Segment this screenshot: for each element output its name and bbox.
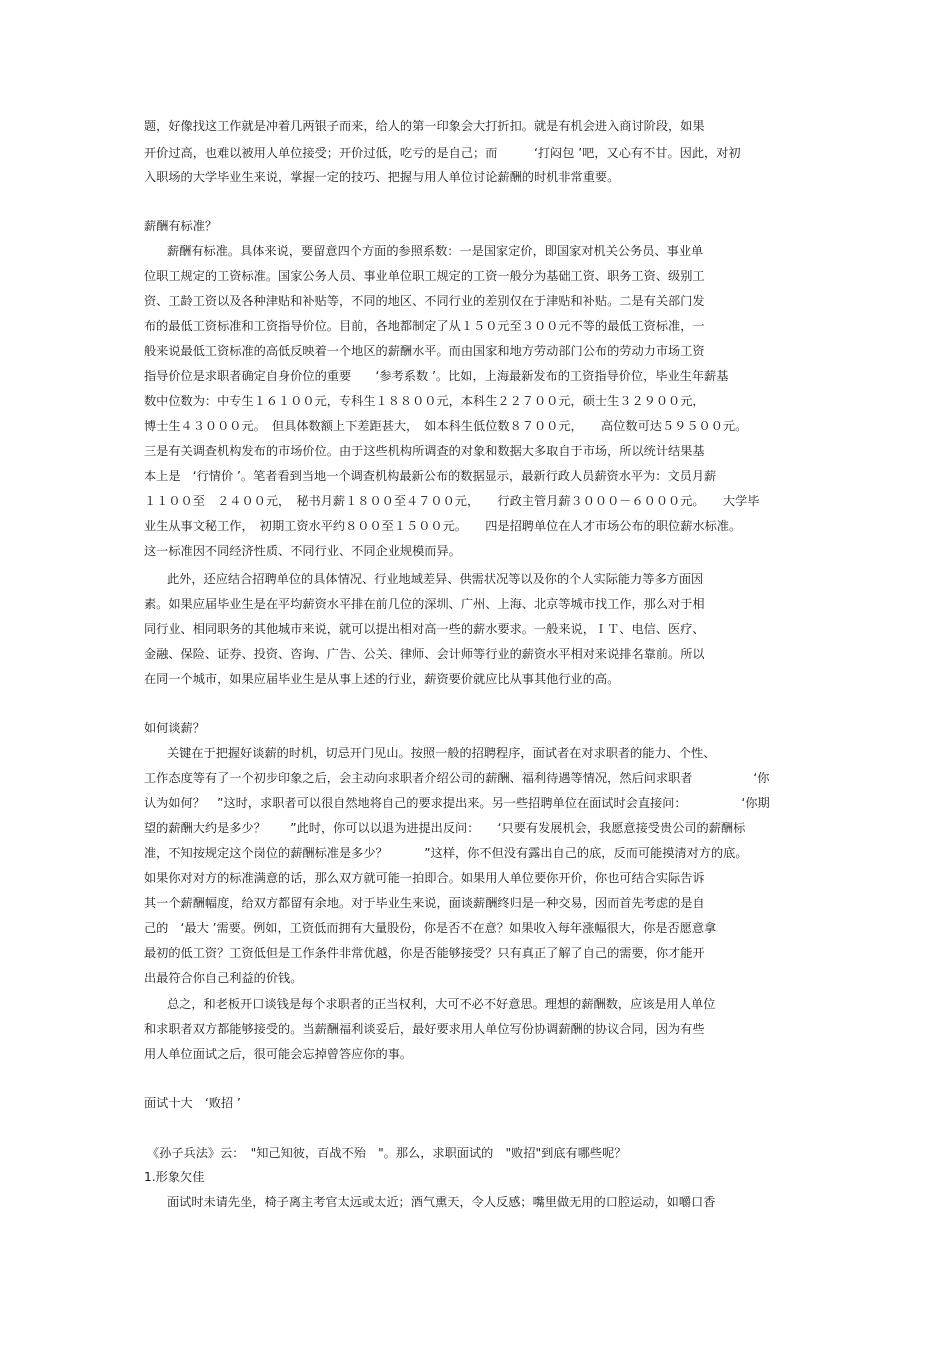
text-line: 出最符合你自己利益的价钱。 xyxy=(144,971,303,985)
text-line: 准，不知按规定这个岗位的薪酬标准是多少？ ”这样，你不但没有露出自己的底，反而可能摸清对方的底。 xyxy=(144,846,748,860)
text-line: 素。如果应届毕业生是在平均薪资水平排在前几位的深圳、广州、上海、北京等城市找工作，那么对于相 xyxy=(144,597,705,611)
text-line: 用人单位面试之后，很可能会忘掉曾答应你的事。 xyxy=(144,1047,413,1061)
text-line: 业生从事文秘工作， 初期工资水平约８００至１５００元。 四是招聘单位在人才市场公布的职位薪水标准。 xyxy=(144,519,742,533)
text-line: 三是有关调查机构发布的市场价位。由于这些机构所调查的对象和数据大多取自于市场，所以统计结果基 xyxy=(144,444,705,458)
text-line: 入职场的大学毕业生来说，掌握一定的技巧、把握与用人单位讨论薪酬的时机非常重要。 xyxy=(144,170,620,184)
text-line: 和求职者双方都能够接受的。当薪酬福利谈妥后，最好要求用人单位写份协调薪酬的协议合同，因为有些 xyxy=(144,1022,705,1036)
text-line: 总之，和老板开口谈钱是每个求职者的正当权利，大可不必不好意思。理想的薪酬数，应该是用人单位 xyxy=(167,997,716,1011)
text-line: 指导价位是求职者确定自身价位的重要 ‘参考系数 ’。比如，上海最新发布的工资指导价位，毕业生年薪基 xyxy=(144,369,729,383)
section-heading: 面试十大 ‘败招 ’ xyxy=(144,1096,241,1110)
text-line: 己的 ‘最大 ’需要。例如，工资低而拥有大量股份，你是否不在意？如果收入每年涨幅很大，你是否愿意拿 xyxy=(144,921,717,935)
text-line: 《孙子兵法》云： "知己知彼，百战不殆 "。那么，求职面试的 "败招"到底有哪些呢？ xyxy=(147,1146,627,1160)
text-line: 望的薪酬大约是多少？ ”此时，你可以以退为进提出反问： ‘只要有发展机会，我愿意接受贵公司的薪酬标 xyxy=(144,821,746,835)
text-line: 般来说最低工资标准的高低反映着一个地区的薪酬水平。而由国家和地方劳动部门公布的劳动力市场工资 xyxy=(144,344,705,358)
text-line: 同行业、相同职务的其他城市来说，就可以提出相对高一些的薪水要求。一般来说，ＩＴ、电信、医疗、 xyxy=(144,622,705,636)
text-line: 关键在于把握好谈薪的时机，切忌开门见山。按照一般的招聘程序，面试者在对求职者的能力、个性、 xyxy=(167,746,716,760)
text-line: 数中位数为：中专生１６１００元，专科生１８８００元，本科生２２７００元，硕士生３２９００元， xyxy=(144,394,705,408)
text-line: 此外，还应结合招聘单位的具体情况、行业地域差异、供需状况等以及你的个人实际能力等多方面因 xyxy=(167,572,704,586)
text-line: 开价过高，也难以被用人单位接受；开价过低，吃亏的是自己；而 ‘打闷包 ’吧，又心有不甘。因此，对初 xyxy=(144,146,741,160)
text-line: 金融、保险、证券、投资、咨询、广告、公关、律师、会计师等行业的薪资水平相对来说排名靠前。所以 xyxy=(144,647,705,661)
text-line: 本上是 ‘行情价 ’。笔者看到当地一个调查机构最新公布的数据显示，最新行政人员薪资水平为：文员月薪 xyxy=(144,469,717,483)
section-heading: 薪酬有标准？ xyxy=(144,219,218,233)
text-line: 面试时未请先坐，椅子离主考官太远或太近；酒气熏天，令人反感；嘴里做无用的口腔运动，如嚼口香 xyxy=(167,1195,716,1209)
text-line: 题，好像找这工作就是冲着几两银子而来，给人的第一印象会大打折扣。就是有机会进入商讨阶段，如果 xyxy=(144,119,705,133)
text-line: 认为如何？ ”这时，求职者可以很自然地将自己的要求提出来。另一些招聘单位在面试时会直接问： ‘你期 xyxy=(144,796,770,810)
text-line: １１００至 ２４００元， 秘书月薪１８００至４７００元， 行政主管月薪３０００－６０００元。 大学毕 xyxy=(144,494,760,508)
text-line: 这一标准因不同经济性质、不同行业、不同企业规模而异。 xyxy=(144,544,461,558)
text-line: 博士生４３０００元。 但具体数额上下差距甚大， 如本科生低位数８７００元， 高位数可达５９５００元。 xyxy=(144,419,748,433)
text-line: 如果你对对方的标准满意的话，那么双方就可能一拍即合。如果用人单位要你开价，你也可结合实际告诉 xyxy=(144,871,705,885)
text-line: 其一个薪酬幅度，给双方都留有余地。对于毕业生来说，面谈薪酬终归是一种交易，因而首先考虑的是自 xyxy=(144,896,705,910)
text-line: 工作态度等有了一个初步印象之后，会主动向求职者介绍公司的薪酬、福利待遇等情况，然后问求职者 ‘你 xyxy=(144,771,770,785)
text-line: 资、工龄工资以及各种津贴和补贴等，不同的地区、不同行业的差别仅在于津贴和补贴。二是有关部门发 xyxy=(144,294,705,308)
text-line: 最初的低工资？工资低但是工作条件非常优越，你是否能够接受？只有真正了解了自己的需要，你才能开 xyxy=(144,946,705,960)
text-line: 布的最低工资标准和工资指导价位。目前，各地都制定了从１５０元至３００元不等的最低工资标准，一 xyxy=(144,319,705,333)
text-line: 在同一个城市，如果应届毕业生是从事上述的行业，薪资要价就应比从事其他行业的高。 xyxy=(144,672,620,686)
subsection-heading: 1.形象欠佳 xyxy=(144,1170,205,1184)
section-heading: 如何谈薪？ xyxy=(144,721,205,735)
text-line: 薪酬有标准。具体来说，要留意四个方面的参照系数：一是国家定价，即国家对机关公务员、事业单 xyxy=(167,244,704,258)
text-line: 位职工规定的工资标准。国家公务人员、事业单位职工规定的工资一般分为基础工资、职务工资、级别工 xyxy=(144,269,705,283)
